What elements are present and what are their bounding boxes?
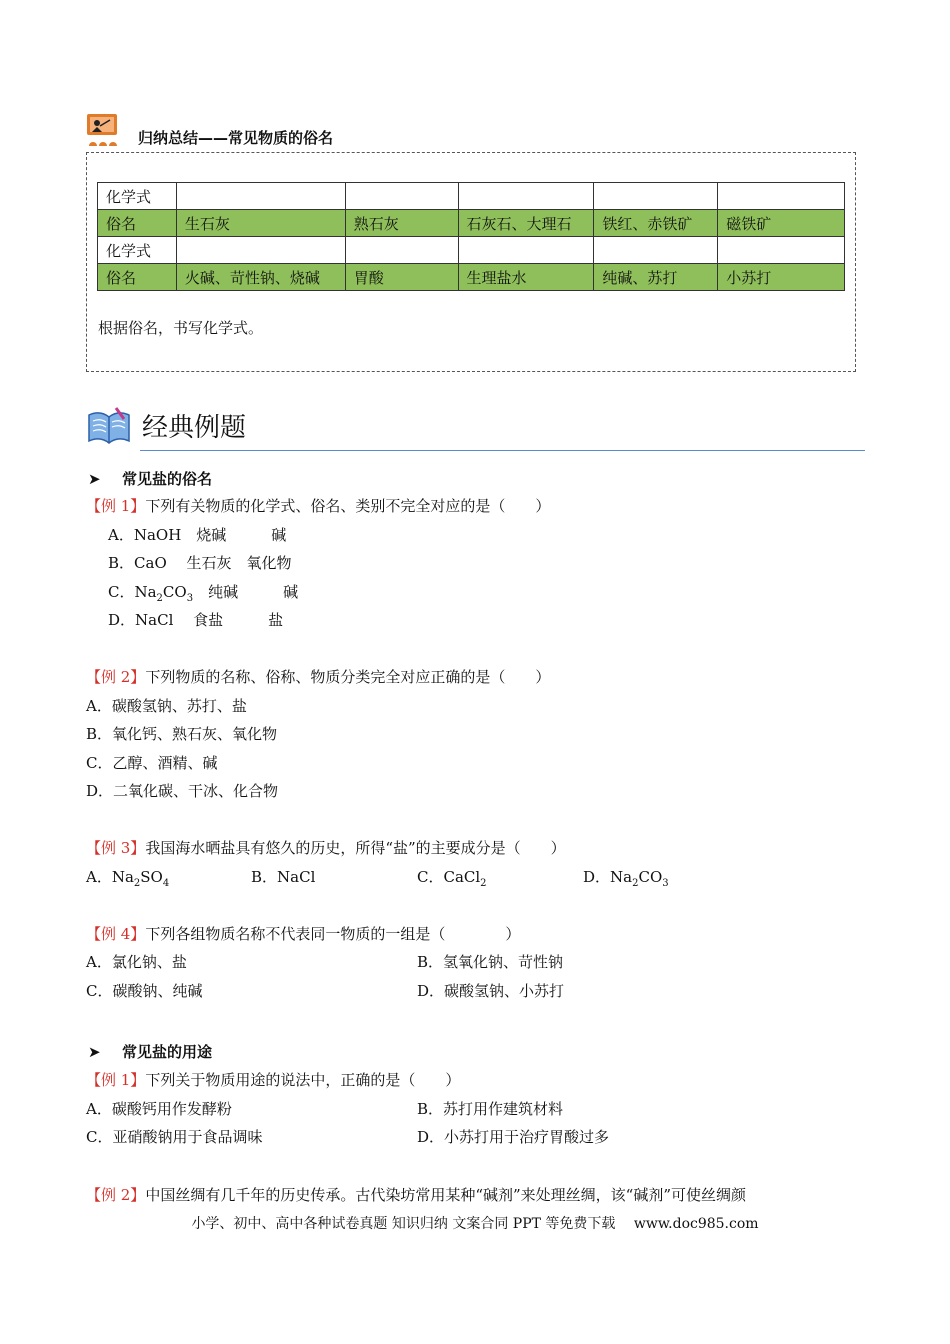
table-cell (594, 183, 718, 210)
table-cell (176, 237, 345, 264)
option-c: C．乙醇、酒精、碱 (86, 754, 218, 772)
option-d: D．$Na_2CO_3$ (583, 868, 669, 889)
question-tag: 【例 1】 (86, 497, 146, 515)
summary-header (86, 113, 333, 147)
table-cell (458, 183, 594, 210)
table-cell: 火碱、苛性钠、烧碱 (176, 264, 345, 291)
option-b: B．氢氧化钠、苛性钠 (417, 953, 564, 971)
open-book-icon (86, 405, 132, 445)
table-cell (594, 237, 718, 264)
option-c: C．亚硝酸钠用于食品调味 (86, 1128, 263, 1146)
question-tag: 【例 1】 (86, 1071, 146, 1089)
table-cell: 化学式 (98, 237, 177, 264)
section-divider (140, 450, 865, 451)
question-stem (86, 923, 520, 944)
section-header (86, 405, 246, 445)
summary-title: 归纳总结——常见物质的俗名 (138, 129, 334, 147)
question-tag: 【例 3】 (86, 839, 146, 857)
question-tag: 【例 2】 (86, 1186, 146, 1204)
table-cell: 小苏打 (718, 264, 845, 291)
arrow-bullet-icon: ➤ (88, 470, 101, 488)
subsection-label: 常见盐的用途 (122, 1043, 213, 1061)
table-cell: 石灰石、大理石 (458, 210, 594, 237)
question-text: 下列关于物质用途的说法中，正确的是（ ） (145, 1071, 461, 1089)
table-row (98, 237, 845, 264)
question-stem (86, 837, 566, 858)
alias-table (97, 182, 845, 291)
option-d: D．NaCl 食盐 盐 (108, 611, 284, 629)
table-cell (718, 237, 845, 264)
option-a: A．碳酸氢钠、苏打、盐 (86, 697, 247, 715)
subsection-title (88, 468, 212, 489)
page-footer: 小学、初中、高中各种试卷真题 知识归纳 文案合同 PPT 等免费下载 www.doc985.com (191, 1216, 759, 1232)
table-cell: 俗名 (98, 264, 177, 291)
question-text: 下列各组物质名称不代表同一物质的一组是（ ） (145, 925, 521, 943)
option-a: A．NaOH 烧碱 碱 (108, 526, 287, 544)
option-b: B．NaCl (251, 868, 316, 886)
table-cell (345, 237, 458, 264)
subsection-title (88, 1041, 212, 1062)
question-tag: 【例 2】 (86, 668, 146, 686)
summary-hint: 根据俗名，书写化学式。 (98, 319, 264, 337)
table-cell (458, 237, 594, 264)
question-text: 下列物质的名称、俗称、物质分类完全对应正确的是（ ） (145, 668, 551, 686)
section-title: 经典例题 (142, 412, 247, 443)
arrow-bullet-icon: ➤ (88, 1043, 101, 1061)
question-stem (86, 1184, 746, 1205)
teacher-board-icon (86, 113, 120, 147)
table-cell (176, 183, 345, 210)
table-cell: 磁铁矿 (718, 210, 845, 237)
table-cell: 熟石灰 (345, 210, 458, 237)
option-b: B．氧化钙、熟石灰、氧化物 (86, 725, 278, 743)
option-a: A．碳酸钙用作发酵粉 (86, 1100, 232, 1118)
option-b: B．CaO 生石灰 氧化物 (108, 554, 292, 572)
option-a: A．氯化钠、盐 (86, 953, 187, 971)
subsection-label: 常见盐的俗名 (122, 470, 213, 488)
table-cell: 生石灰 (176, 210, 345, 237)
option-d: D．小苏打用于治疗胃酸过多 (417, 1128, 610, 1146)
question-text: 中国丝绸有几千年的历史传承。古代染坊常用某种“碱剂”来处理丝绸，该“碱剂”可使丝绸颜 (145, 1186, 746, 1204)
option-c: C．CaCl$_2$ (417, 868, 487, 889)
question-stem (86, 1069, 460, 1090)
table-row (98, 183, 845, 210)
table-cell: 纯碱、苏打 (594, 264, 718, 291)
question-stem (86, 495, 550, 516)
table-cell: 胃酸 (345, 264, 458, 291)
question-text: 下列有关物质的化学式、俗名、类别不完全对应的是（ ） (145, 497, 551, 515)
question-stem (86, 666, 550, 687)
question-text: 我国海水晒盐具有悠久的历史，所得“盐”的主要成分是（ ） (145, 839, 566, 857)
option-c: C．$Na_2CO_3$ 纯碱 碱 (108, 583, 299, 604)
table-cell: 俗名 (98, 210, 177, 237)
option-d: D．二氧化碳、干冰、化合物 (86, 782, 279, 800)
table-row (98, 210, 845, 237)
table-cell: 铁红、赤铁矿 (594, 210, 718, 237)
table-row (98, 264, 845, 291)
table-cell: 生理盐水 (458, 264, 594, 291)
table-cell (345, 183, 458, 210)
option-d: D．碳酸氢钠、小苏打 (417, 982, 565, 1000)
option-c: C．碳酸钠、纯碱 (86, 982, 203, 1000)
question-tag: 【例 4】 (86, 925, 146, 943)
option-a: A．$Na_2SO_4$ (86, 868, 170, 889)
table-cell: 化学式 (98, 183, 177, 210)
table-cell (718, 183, 845, 210)
option-b: B．苏打用作建筑材料 (417, 1100, 564, 1118)
